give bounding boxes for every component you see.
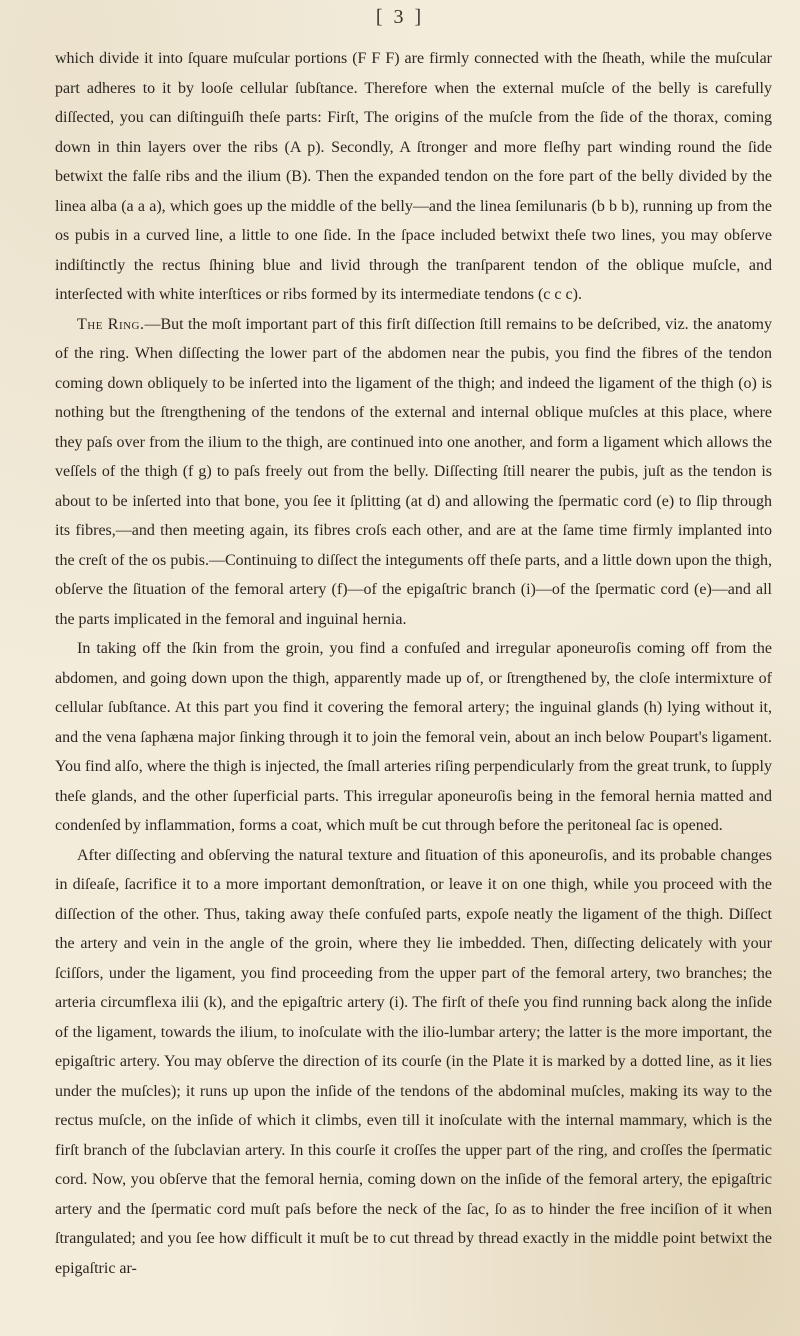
page-number: [ 3 ] [375,6,425,28]
paragraph-1: which divide it into ſquare muſcular portions (F F F) are firmly connected with the ſheath, while the muſcular part adheres to it by looſe cellular ſubſtance. Therefore when the external muſcle of the belly is carefully diſſected, you can diſtinguiſh theſe parts: Firſt, The origins of the muſcle from the ſide of the thorax, coming down in thin layers over the ribs (A p). Secondly, A ſtronger and more fleſhy part winding round the ſide betwixt the falſe ribs and the ilium (B). Then the expanded tendon on the fore part of the belly divided by the linea alba (a a a), which goes up the middle of the belly—and the linea ſemilunaris (b b b), running up from the os pubis in a curved line, a little to one ſide. In the ſpace included betwixt theſe two lines, you may obſerve indiſtinctly the rectus ſhining blue and livid through the tranſparent tendon of the oblique muſcle, and interſected with white interſtices or ribs formed by its intermediate tendons (c c c). [55,50,772,303]
paragraph-2-text: —But the moſt important part of this firſt diſſection ſtill remains to be deſcribed, viz. the anatomy of the ring. When diſſecting the lower part of the abdomen near the pubis, you find the fibres of the tendon coming down obliquely to be inſerted into the ligament of the thigh; and indeed the ligament of the thigh (o) is nothing but the ſtrengthening of the tendons of the external and internal oblique muſcles at this place, where they paſs over from the ilium to the thigh, are continued into one another, and form a ligament which allows the veſſels of the thigh (f g) to paſs freely out from the belly. Diſſecting ſtill nearer the pubis, juſt as the tendon is about to be inſerted into that bone, you ſee it ſplitting (at d) and allowing the ſpermatic cord (e) to ſlip through its fibres,—and then meeting again, its fibres croſs each other, and are at the ſame time firmly implanted into the creſt of the os pubis.—Continuing to diſſect the integuments off theſe parts, and a little down upon the thigh, obſerve the ſituation of the femoral artery (f)—of the epigaſtric branch (i)—of the ſpermatic cord (e)—and all the parts implicated in the femoral and inguinal hernia. [55,315,772,628]
paragraph-4: After diſſecting and obſerving the natural texture and ſituation of this aponeuroſis, and its probable changes in diſeaſe, ſacrifice it to a more important demonſtration, or leave it on one thigh, while you proceed with the diſſection of the other. Thus, taking away theſe confuſed parts, expoſe neatly the ligament of the thigh. Diſſect the artery and vein in the angle of the groin, where they lie imbedded. Then, diſſecting delicately with your ſciſſors, under the ligament, you find proceeding from the upper part of the femoral artery, two branches; the arteria circumflexa ilii (k), and the epigaſtric artery (i). The firſt of theſe you find running back along the inſide of the ligament, towards the ilium, to inoſculate with the ilio-lumbar artery; the latter is the more important, the epigaſtric artery. You may obſerve the direction of its courſe (in the Plate it is marked by a dotted line, as it lies under the muſcles); it runs up upon the inſide of the tendons of the abdominal muſcles, making its way to the rectus muſcle, on the inſide of which it climbs, even till it inoſculate with the internal mammary, which is the firſt branch of the ſubclavian artery. In this courſe it croſſes the upper part of the ring, and croſſes the ſpermatic cord. Now, you obſerve that the femoral hernia, coming down on the inſide of the femoral artery, the epigaſtric artery and the ſpermatic cord muſt paſs before the neck of the ſac, ſo as to hinder the free inciſion of it when ſtrangulated; and you ſee how difficult it muſt be to cut thread by thread exactly in the middle point betwixt the epigaſtric ar- [55,846,772,1277]
body-text [55,44,772,1283]
paragraph-2 [55,310,772,635]
section-heading-the-ring: The Ring. [77,315,145,333]
paragraph-3: In taking off the ſkin from the groin, you find a confuſed and irregular aponeuroſis coming off from the abdomen, and going down upon the thigh, apparently made up of, or ſtrengthened by, the cloſe intermixture of cellular ſubſtance. At this part you find it covering the femoral artery; the inguinal glands (h) lying without it, and the vena ſaphæna major ſinking through it to join the femoral vein, about an inch below Poupart's ligament. You find alſo, where the thigh is injected, the ſmall arteries riſing perpendicularly from the great trunk, to ſupply theſe glands, and the other ſuperficial parts. This irregular aponeuroſis being in the femoral hernia matted and condenſed by inflammation, forms a coat, which muſt be cut through before the peritoneal ſac is opened. [55,640,772,834]
